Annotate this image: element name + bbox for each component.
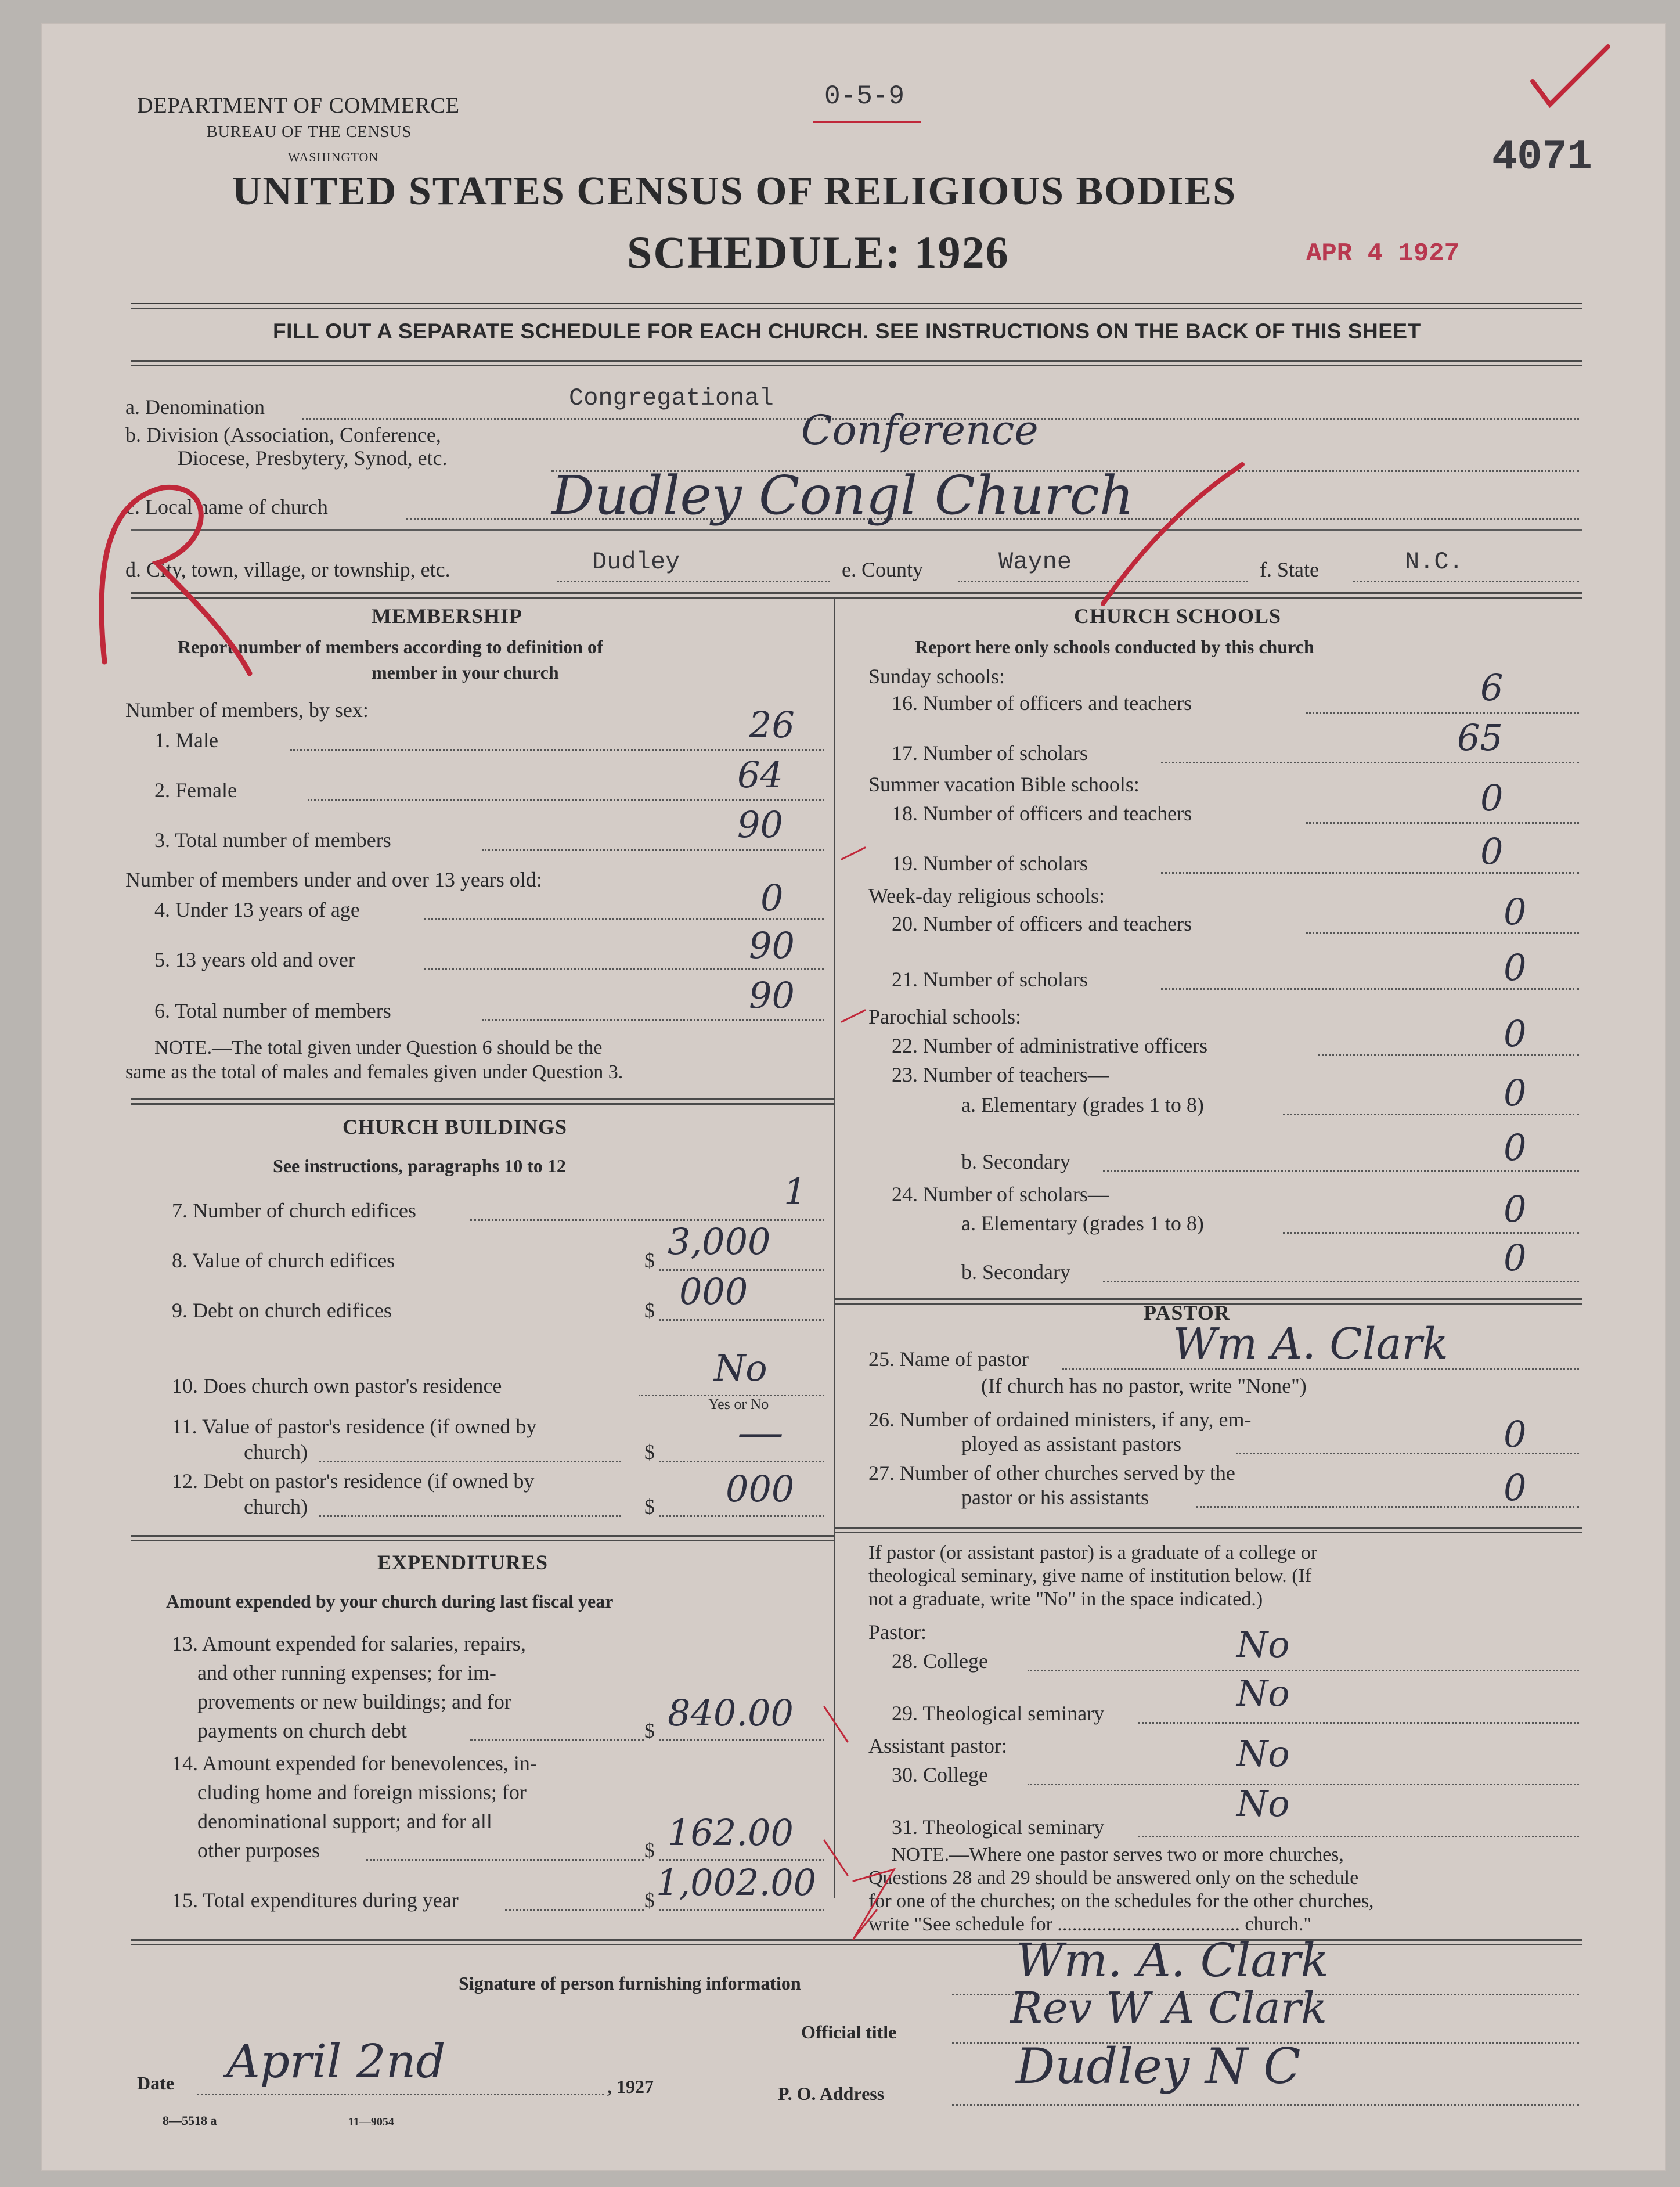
q26-label-2: ployed as assistant pastors: [961, 1432, 1181, 1455]
q29-value[interactable]: No: [1236, 1672, 1290, 1714]
membership-sub-1: Report number of members according to definition of: [178, 636, 603, 657]
yes-no-hint: Yes or No: [708, 1396, 769, 1413]
schedule-year-title: SCHEDULE: 1926: [627, 227, 1010, 278]
q24a-value[interactable]: 0: [1504, 1188, 1527, 1230]
q10-value[interactable]: No: [714, 1347, 767, 1389]
division-label: b. Division (Association, Conference,: [125, 423, 441, 446]
membership-note-2: same as the total of males and females given under Question 3.: [125, 1061, 623, 1083]
dollar-sign: $: [644, 1719, 655, 1742]
city-value[interactable]: Dudley: [592, 548, 680, 576]
county-value[interactable]: Wayne: [998, 548, 1072, 576]
q6-value[interactable]: 90: [749, 974, 795, 1017]
pastor-note-2: Questions 28 and 29 should be answered only on the schedule: [868, 1867, 1359, 1889]
q16-label: 16. Number of officers and teachers: [892, 691, 1192, 715]
form-title: UNITED STATES CENSUS OF RELIGIOUS BODIES: [232, 169, 1237, 214]
q15-value[interactable]: 1,002.00: [656, 1861, 817, 1904]
date-label: Date: [137, 2073, 174, 2094]
state-value[interactable]: N.C.: [1405, 548, 1463, 576]
q1-label: 1. Male: [154, 729, 218, 752]
graduate-instruction-2: theological seminary, give name of institution below. (If: [868, 1565, 1312, 1587]
q23b-label: b. Secondary: [961, 1150, 1070, 1173]
membership-heading: MEMBERSHIP: [372, 604, 523, 628]
local-name-label: c. Local name of church: [125, 495, 328, 518]
date-year: , 1927: [607, 2076, 654, 2097]
division-label-2: Diocese, Presbytery, Synod, etc.: [178, 446, 448, 470]
q28-value[interactable]: No: [1236, 1623, 1290, 1666]
q13-line-2: and other running expenses; for im-: [197, 1661, 496, 1684]
q29-label: 29. Theological seminary: [892, 1702, 1105, 1725]
q14-line-2: cluding home and foreign missions; for: [197, 1781, 527, 1804]
q24b-value[interactable]: 0: [1504, 1237, 1527, 1279]
q27-label-2: pastor or his assistants: [961, 1486, 1149, 1509]
q24b-label: b. Secondary: [961, 1260, 1070, 1284]
q6-label: 6. Total number of members: [154, 999, 391, 1022]
church-schools-heading: CHURCH SCHOOLS: [1074, 604, 1282, 628]
division-value[interactable]: Conference: [801, 406, 1039, 454]
pastor-name-value[interactable]: Wm A. Clark: [1173, 1319, 1448, 1369]
pastor-note-4: write "See schedule for ..................................... church.": [868, 1914, 1312, 1935]
q4-label: 4. Under 13 years of age: [154, 898, 360, 921]
dollar-sign: $: [644, 1440, 655, 1464]
q28-label: 28. College: [892, 1649, 988, 1673]
members-by-sex-label: Number of members, by sex:: [125, 698, 369, 722]
q8-label: 8. Value of church edifices: [172, 1249, 395, 1272]
q31-label: 31. Theological seminary: [892, 1815, 1105, 1839]
q25-label: 25. Name of pastor: [868, 1347, 1029, 1371]
department-heading: DEPARTMENT OF COMMERCE: [137, 93, 460, 118]
q14-line-3: denominational support; and for all: [197, 1810, 492, 1833]
q14-value[interactable]: 162.00: [668, 1811, 794, 1854]
q10-label: 10. Does church own pastor's residence: [172, 1374, 502, 1397]
q8-value[interactable]: 3,000: [668, 1220, 771, 1263]
church-schools-sub: Report here only schools conducted by this church: [915, 636, 1314, 657]
q24-label: 24. Number of scholars—: [892, 1183, 1109, 1206]
check-mark-icon: [1533, 46, 1608, 105]
q5-value[interactable]: 90: [749, 924, 795, 967]
pastor-subheading: Pastor:: [868, 1620, 927, 1644]
schedule-number: 4071: [1492, 134, 1592, 181]
q18-label: 18. Number of officers and teachers: [892, 802, 1192, 825]
form-number: 8—5518 a: [163, 2113, 217, 2128]
q11-label-2: church): [244, 1440, 308, 1464]
q30-value[interactable]: No: [1236, 1732, 1290, 1775]
signature-value[interactable]: Wm. A. Clark: [1016, 1933, 1329, 1987]
assistant-pastor-subheading: Assistant pastor:: [868, 1734, 1007, 1757]
parochial-schools-label: Parochial schools:: [868, 1005, 1021, 1028]
q11-label-1: 11. Value of pastor's residence (if owned by: [172, 1415, 537, 1438]
po-address-value[interactable]: Dudley N C: [1016, 2038, 1301, 2095]
q24a-label: a. Elementary (grades 1 to 8): [961, 1212, 1204, 1235]
bureau-heading: BUREAU OF THE CENSUS: [207, 123, 412, 141]
q12-value[interactable]: 000: [726, 1468, 795, 1510]
q22-value[interactable]: 0: [1504, 1013, 1527, 1055]
official-title-label: Official title: [801, 2022, 897, 2042]
signature-label: Signature of person furnishing information: [459, 1973, 801, 1994]
census-schedule-form: [41, 23, 1666, 2171]
q16-value[interactable]: 6: [1480, 666, 1504, 709]
membership-note-1: NOTE.—The total given under Question 6 should be the: [154, 1037, 603, 1058]
q19-value[interactable]: 0: [1480, 830, 1504, 873]
city-label: d. City, town, village, or township, etc.: [125, 558, 450, 581]
q21-label: 21. Number of scholars: [892, 968, 1088, 991]
q27-value[interactable]: 0: [1504, 1467, 1527, 1509]
q23a-label: a. Elementary (grades 1 to 8): [961, 1093, 1204, 1116]
q13-value[interactable]: 840.00: [668, 1692, 794, 1734]
print-number: 11—9054: [348, 2116, 394, 2128]
q25-note: (If church has no pastor, write "None"): [981, 1374, 1307, 1397]
pastor-note-1: NOTE.—Where one pastor serves two or more churches,: [892, 1844, 1344, 1865]
q12-label-1: 12. Debt on pastor's residence (if owned by: [172, 1469, 535, 1493]
official-title-value[interactable]: Rev W A Clark: [1010, 1983, 1328, 2033]
dollar-sign: $: [644, 1889, 655, 1912]
q26-label-1: 26. Number of ordained ministers, if any, em-: [868, 1408, 1252, 1431]
q19-label: 19. Number of scholars: [892, 852, 1088, 875]
q23-label: 23. Number of teachers—: [892, 1063, 1109, 1086]
q21-value[interactable]: 0: [1504, 946, 1527, 989]
q1-value[interactable]: 26: [749, 704, 795, 746]
q17-label: 17. Number of scholars: [892, 741, 1088, 765]
q14-line-1: 14. Amount expended for benevolences, in-: [172, 1752, 537, 1775]
slash-mark: [1103, 464, 1242, 604]
q23a-value[interactable]: 0: [1504, 1072, 1527, 1114]
buildings-sub: See instructions, paragraphs 10 to 12: [273, 1155, 566, 1176]
q13-line-1: 13. Amount expended for salaries, repairs,: [172, 1632, 526, 1655]
reviewer-initial-r: [102, 487, 250, 673]
expenditures-sub: Amount expended by your church during last fiscal year: [166, 1591, 614, 1612]
q5-label: 5. 13 years old and over: [154, 948, 355, 971]
q14-line-4: other purposes: [197, 1839, 320, 1862]
q2-label: 2. Female: [154, 779, 237, 802]
summer-schools-label: Summer vacation Bible schools:: [868, 773, 1140, 796]
q17-value[interactable]: 65: [1457, 716, 1503, 759]
q11-value[interactable]: —: [737, 1405, 784, 1459]
denomination-label: a. Denomination: [125, 395, 265, 419]
weekday-schools-label: Week-day religious schools:: [868, 884, 1105, 907]
q3-label: 3. Total number of members: [154, 828, 391, 852]
graduate-instruction-1: If pastor (or assistant pastor) is a graduate of a college or: [868, 1542, 1318, 1563]
q31-value[interactable]: No: [1236, 1782, 1290, 1825]
dollar-sign: $: [644, 1249, 655, 1272]
q13-line-3: provements or new buildings; and for: [197, 1690, 511, 1713]
q15-label: 15. Total expenditures during year: [172, 1889, 459, 1912]
q7-value[interactable]: 1: [784, 1170, 807, 1213]
local-name-value[interactable]: Dudley Congl Church: [551, 464, 1134, 527]
q13-line-4: payments on church debt: [197, 1719, 407, 1742]
membership-sub-2: member in your church: [372, 662, 559, 683]
q26-value[interactable]: 0: [1504, 1413, 1527, 1455]
q9-value[interactable]: 000: [679, 1270, 748, 1313]
buildings-heading: CHURCH BUILDINGS: [343, 1115, 568, 1138]
sunday-schools-label: Sunday schools:: [868, 665, 1005, 688]
dollar-sign: $: [644, 1839, 655, 1862]
q4-value[interactable]: 0: [760, 877, 784, 919]
expenditures-heading: EXPENDITURES: [377, 1551, 549, 1574]
city-heading: WASHINGTON: [288, 150, 379, 164]
pastor-note-3: for one of the churches; on the schedules for the other churches,: [868, 1890, 1374, 1912]
q2-value[interactable]: 64: [737, 754, 783, 796]
state-label: f. State: [1260, 558, 1319, 581]
red-pencil-marks: [41, 23, 1666, 2171]
form-code: 0-5-9: [824, 81, 905, 111]
county-label: e. County: [842, 558, 923, 581]
members-by-age-label: Number of members under and over 13 years old:: [125, 868, 542, 891]
pastor-heading: PASTOR: [1144, 1301, 1230, 1324]
dollar-sign: $: [644, 1495, 655, 1518]
q23b-value[interactable]: 0: [1504, 1126, 1527, 1169]
q30-label: 30. College: [892, 1763, 988, 1786]
q3-value[interactable]: 90: [737, 804, 783, 846]
q9-label: 9. Debt on church edifices: [172, 1299, 392, 1322]
q12-label-2: church): [244, 1495, 308, 1518]
q27-label-1: 27. Number of other churches served by the: [868, 1461, 1235, 1485]
q20-value[interactable]: 0: [1504, 891, 1527, 933]
q18-value[interactable]: 0: [1480, 777, 1504, 819]
q7-label: 7. Number of church edifices: [172, 1199, 416, 1222]
denomination-value[interactable]: Congregational: [569, 384, 774, 412]
q20-label: 20. Number of officers and teachers: [892, 912, 1192, 935]
po-address-label: P. O. Address: [778, 2083, 885, 2104]
date-value[interactable]: April 2nd: [226, 2034, 446, 2088]
instruction-banner: FILL OUT A SEPARATE SCHEDULE FOR EACH CHURCH. SEE INSTRUCTIONS ON THE BACK OF THIS SHEET: [273, 319, 1421, 343]
q22-label: 22. Number of administrative officers: [892, 1034, 1208, 1057]
graduate-instruction-3: not a graduate, write "No" in the space indicated.): [868, 1588, 1263, 1610]
received-date-stamp: APR 4 1927: [1306, 239, 1460, 268]
dollar-sign: $: [644, 1299, 655, 1322]
